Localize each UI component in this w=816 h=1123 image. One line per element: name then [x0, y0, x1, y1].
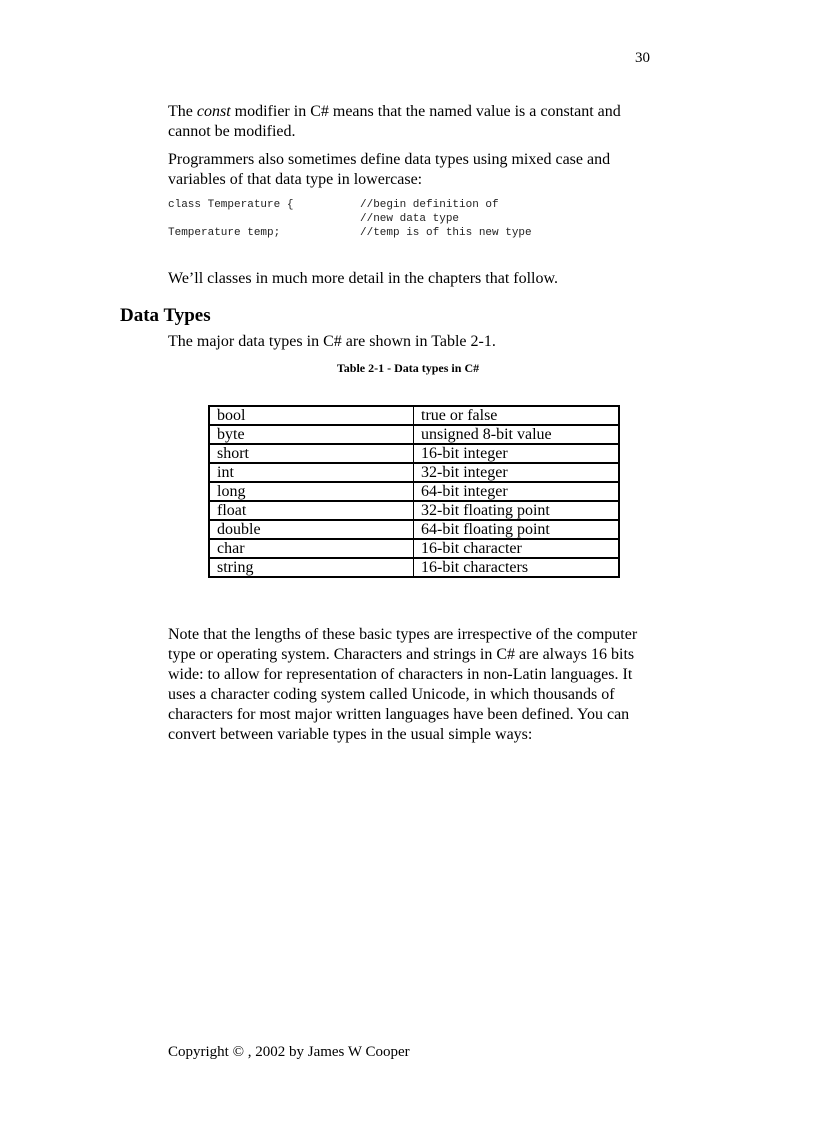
description-cell: unsigned 8-bit value [414, 425, 620, 444]
table-row [209, 520, 619, 539]
paragraph-mixed-case: Programmers also sometimes define data types using mixed case and variables of that data type in lowercase: [168, 151, 611, 188]
code-comment: //temp is of this new type [360, 227, 532, 239]
paragraph-const-modifier [168, 102, 648, 142]
table-row [209, 463, 619, 482]
type-cell: long [209, 482, 414, 501]
code-line [168, 226, 532, 240]
paragraph-const-text-after: modifier in C# means that the named value is a constant and cannot be modified. [168, 103, 621, 140]
paragraph-type-lengths: Note that the lengths of these basic types are irrespective of the computer type or operating system. Characters and strings in C# are always 16 bits wide: to allow for representation of characters in non-Latin languages. It uses a character coding system called Unicode, in which thousands of characters for most major written languages have been defined. You can convert between variable types in the usual simple ways: [168, 626, 638, 743]
type-cell: char [209, 539, 414, 558]
code-line [168, 212, 532, 226]
section-heading: Data Types [120, 305, 211, 326]
type-cell: bool [209, 406, 414, 425]
type-cell: float [209, 501, 414, 520]
table-row [209, 558, 619, 577]
code-statement: class Temperature { [168, 199, 294, 211]
description-cell: true or false [414, 406, 620, 425]
table-row [209, 482, 619, 501]
page-number: 30 [635, 50, 650, 66]
code-block [168, 198, 532, 240]
type-cell: int [209, 463, 414, 482]
description-cell: 16-bit character [414, 539, 620, 558]
code-comment: //new data type [360, 213, 460, 225]
table-row [209, 539, 619, 558]
table-row [209, 501, 619, 520]
description-cell: 16-bit characters [414, 558, 620, 577]
type-cell: byte [209, 425, 414, 444]
paragraph-const-text-before: The [168, 103, 197, 120]
data-types-table [208, 405, 620, 578]
code-statement: Temperature temp; [168, 227, 281, 239]
type-cell: string [209, 558, 414, 577]
description-cell: 32-bit integer [414, 463, 620, 482]
copyright-footer: Copyright © , 2002 by James W Cooper [168, 1044, 410, 1060]
code-comment: //begin definition of [360, 199, 499, 211]
paragraph-classes-note: We’ll classes in much more detail in the chapters that follow. [168, 270, 558, 287]
type-cell: double [209, 520, 414, 539]
const-keyword: const [196, 103, 231, 120]
description-cell: 64-bit integer [414, 482, 620, 501]
table-caption: Table 2-1 - Data types in C# [336, 361, 480, 375]
paragraph-table-intro: The major data types in C# are shown in Table 2-1. [168, 333, 496, 350]
table-row [209, 406, 619, 425]
table-row [209, 444, 619, 463]
type-cell: short [209, 444, 414, 463]
description-cell: 16-bit integer [414, 444, 620, 463]
description-cell: 64-bit floating point [414, 520, 620, 539]
table-row [209, 425, 619, 444]
code-line [168, 198, 532, 212]
description-cell: 32-bit floating point [414, 501, 620, 520]
